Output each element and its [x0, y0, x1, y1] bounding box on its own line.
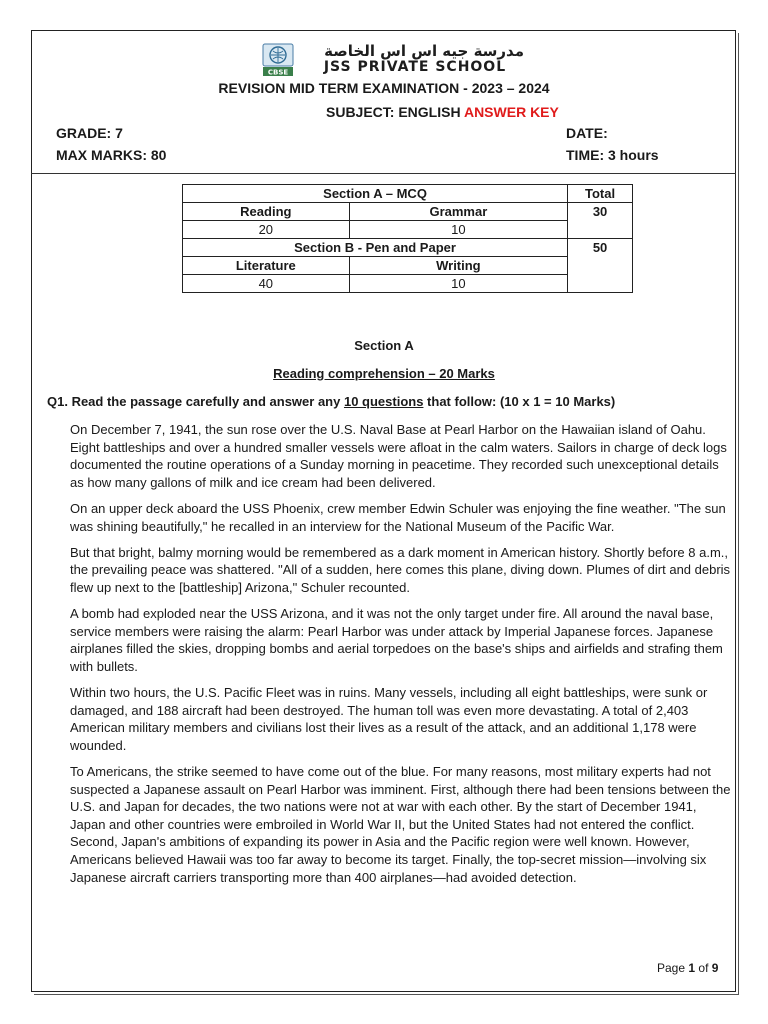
- section-a-header: Section A – MCQ: [183, 185, 568, 203]
- passage-paragraph: On December 7, 1941, the sun rose over the U.S. Naval Base at Pearl Harbor on the Hawaiian island of Oahu. Eight battleships and over a hundred smaller vessels were afloat in the calm waters. Sailors in charge of deck logs documented the routine operations of a Sunday morning in peacetime. They recorded such unexceptional details as how many gallons of milk and ice cream had been delivered.: [70, 422, 727, 490]
- of-label: of: [698, 961, 709, 975]
- grammar-marks: 10: [349, 221, 567, 239]
- literature-header: Literature: [183, 257, 350, 275]
- reading-header: Reading: [183, 203, 350, 221]
- table-row: [183, 275, 633, 293]
- page-label: Page: [657, 961, 686, 975]
- school-name-arabic: مدرسة جيه اس اس الخاصة: [324, 42, 524, 60]
- table-row: [183, 185, 633, 203]
- question-prefix: Q1. Read the passage carefully and answer any: [47, 394, 344, 409]
- reading-passage: [70, 421, 732, 895]
- writing-marks: 10: [349, 275, 567, 293]
- section-a-total: 30: [568, 203, 633, 239]
- passage-paragraph: Within two hours, the U.S. Pacific Fleet was in ruins. Many vessels, including all eight battleships, were sunk or damaged, and 188 aircraft had been destroyed. The human toll was even more devastating. A total of 2,403 American military members and civilians lost their lives as a result of the attack, and an additional 1,178 were wounded.: [70, 685, 708, 753]
- time-label: TIME: 3 hours: [566, 147, 659, 163]
- question-instruction: [47, 394, 615, 409]
- table-row: [183, 203, 633, 221]
- marks-distribution-table: [182, 184, 633, 293]
- table-row: [183, 257, 633, 275]
- school-logo: [262, 43, 524, 77]
- passage-paragraph: On an upper deck aboard the USS Phoenix, crew member Edwin Schuler was enjoying the fine weather. "The sun was shining beautifully," he recalled in an interview for the National Museum of the Pacific War.: [70, 500, 726, 534]
- table-row: [183, 221, 633, 239]
- subject-line: [326, 104, 559, 120]
- school-emblem-icon: [262, 43, 294, 77]
- section-b-total: 50: [568, 239, 633, 293]
- section-title: Section A: [354, 338, 414, 353]
- exam-title: REVISION MID TERM EXAMINATION - 2023 – 2024: [218, 80, 550, 96]
- writing-header: Writing: [349, 257, 567, 275]
- passage-paragraph: A bomb had exploded near the USS Arizona, and it was not the only target under fire. All around the naval base, service members were raising the alarm: Pearl Harbor was under attack by Imperial Japanese forces. Japanese airplanes filled the skies, dropping bombs and aerial torpedoes on the base's ships and airfields and strafing them with bullets.: [70, 606, 723, 674]
- date-label: DATE:: [566, 125, 608, 141]
- question-count: 10 questions: [343, 394, 424, 409]
- page-total: 9: [711, 961, 719, 975]
- max-marks-label: MAX MARKS: 80: [56, 147, 167, 163]
- page-current: 1: [688, 961, 696, 975]
- literature-marks: 40: [183, 275, 350, 293]
- header-divider: [31, 173, 736, 174]
- subject-label: SUBJECT: ENGLISH: [326, 104, 461, 120]
- table-row: [183, 239, 633, 257]
- school-name-english: JSS PRIVATE SCHOOL: [323, 59, 507, 75]
- answer-key-label: ANSWER KEY: [463, 104, 559, 120]
- page-number: [657, 961, 718, 975]
- question-suffix: that follow: (10 x 1 = 10 Marks): [423, 394, 616, 409]
- section-subtitle: Reading comprehension – 20 Marks: [273, 366, 495, 381]
- total-header: Total: [568, 185, 633, 203]
- grammar-header: Grammar: [349, 203, 567, 221]
- grade-label: GRADE: 7: [56, 125, 123, 141]
- passage-paragraph: But that bright, balmy morning would be remembered as a dark moment in American history. Shortly before 8 a.m., the prevailing peace was shattered. "All of a sudden, here comes this plane, diving down. Plumes of dirt and debris flew up next to the [battleship] Arizona," Schuler recounted.: [70, 544, 731, 595]
- section-b-header: Section B - Pen and Paper: [183, 239, 568, 257]
- reading-marks: 20: [183, 221, 350, 239]
- passage-paragraph: To Americans, the strike seemed to have come out of the blue. For many reasons, most military experts had not suspected a Japanese assault on Pearl Harbor was imminent. First, although there had been tensions between the U.S. and Japan for decades, the two nations were not at war with each other. By the start of December 1941, Japan and other countries were embroiled in World War II, but the United States had not entered the conflict. Second, Japan's ambitions of expanding its power in Asia and the Pacific region were well known. However, Americans believed Hawaii was too far away to become its target. Finally, the top-secret mission—involving six Japanese aircraft carriers transporting more than 400 airplanes—had avoided detection.: [70, 764, 731, 885]
- emblem-caption: CBSE: [267, 68, 289, 77]
